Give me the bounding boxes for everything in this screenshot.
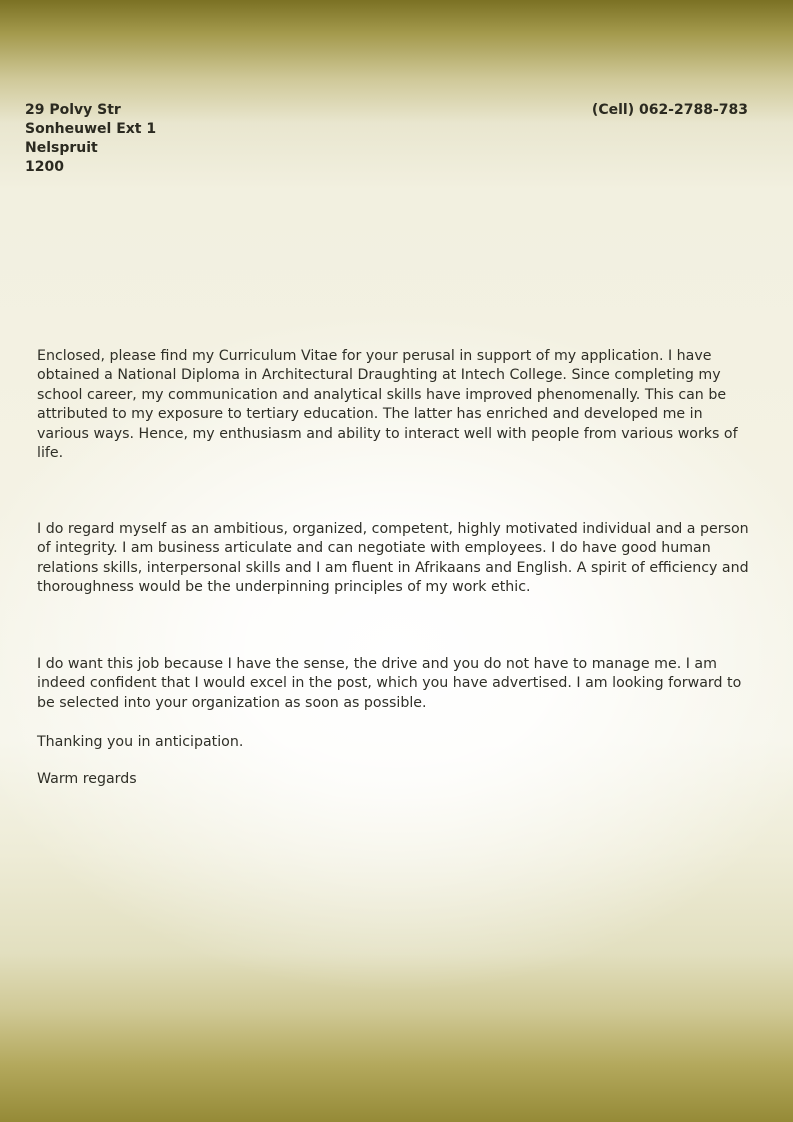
letter-sign-off: Warm regards	[37, 771, 137, 787]
address-line-city: Nelspruit	[25, 140, 98, 156]
letter-paragraph-qualities: I do regard myself as an ambitious, organized, competent, highly motivated individual and a person of integrity. I am business articulate and can negotiate with employees. I do have good human relations skills, interpersonal skills and I am fluent in Afrikaans and English. A spirit of efficiency and thoroughness would be the underpinning principles of my work ethic.	[37, 521, 749, 596]
letter-paragraph-intro: Enclosed, please find my Curriculum Vitae for your perusal in support of my application. I have obtained a National Diploma in Architectural Draughting at Intech College. Since completing my school career, my communication and analytical skills have improved phenomenally. This can be attributed to my exposure to tertiary education. The latter has enriched and developed me in various ways. Hence, my enthusiasm and ability to interact well with people from various works of life.	[37, 348, 738, 462]
address-line-street: 29 Polvy Str	[25, 102, 121, 118]
letter-paragraph-motivation: I do want this job because I have the sense, the drive and you do not have to manage me. I am indeed confident that I would excel in the post, which you have advertised. I am looking forward to be selected into your organization as soon as possible.	[37, 656, 742, 711]
sender-phone: (Cell) 062-2788-783	[591, 102, 748, 118]
address-line-postal-code: 1200	[25, 159, 64, 175]
letter-closing-thanks: Thanking you in anticipation.	[37, 734, 244, 750]
address-line-suburb: Sonheuwel Ext 1	[25, 121, 157, 137]
sender-address	[25, 101, 156, 177]
